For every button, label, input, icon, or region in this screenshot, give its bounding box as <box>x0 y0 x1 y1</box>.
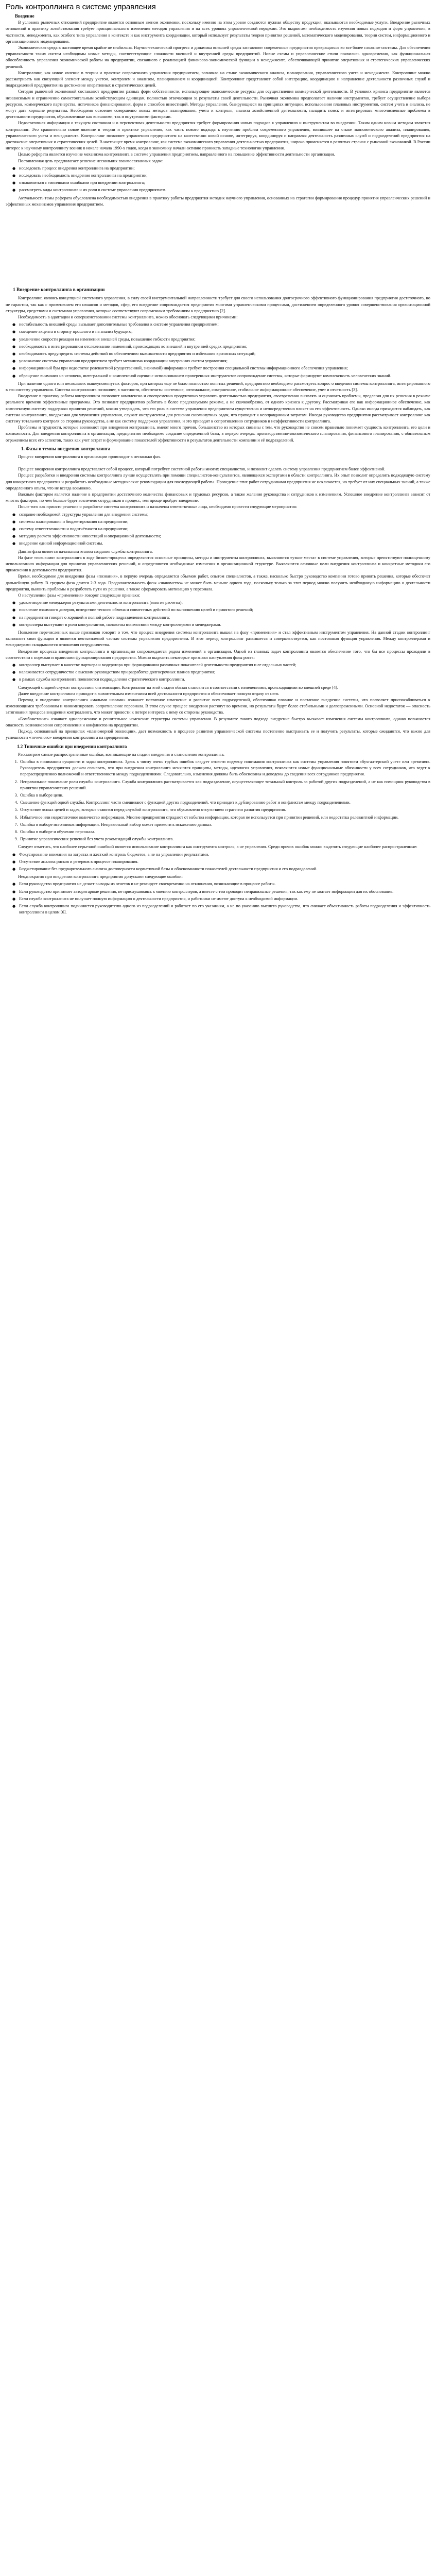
list-item: ● ознакомиться с типичными ошибками при внедрении контроллинга; <box>19 180 430 186</box>
growth-signs-list <box>6 662 430 683</box>
body-paragraph: Время, необходимое для внедрения фазы «познания», в первую очередь определяется объемом работ, опытом специалистов, а также, насколько быстро руководство компании готово принять решения, которые обеспечат дальнейшую работу. В среднем фаза длится 2-3 года. Продолжительность фазы «знакомство» не может быть меньше одного года, поскольку только за этот период можно получить необходимую информацию о деятельности предприятия, выявить проблемы и разработать пути их решения, а также сформировать мотивацию у персонала. <box>6 574 430 591</box>
bullet-icon: ● <box>12 882 16 887</box>
tasks-list <box>6 165 430 194</box>
list-item: 7. Ошибка в выборе источников информации. Неправильный выбор может привести к искажению данных. <box>19 822 430 828</box>
list-item: ● удовлетворение менеджеров результатами деятельности контроллинга (многие расчеты); <box>19 600 430 606</box>
body-paragraph: При наличии одного или нескольких вышеупомянутых факторов, при которых еще не было полностью понятых решений, предприятию необходимо рассмотреть вопрос о введении системы контроллинга, интегрированного в его систему управления. Система контроллинга позволяет, в частности, обеспечить: системное, оптимальное, совершенное, стабильное информационное обеспечение, учет и отчетность [3]. <box>6 381 430 392</box>
body-paragraph: Данная фаза является начальным этапом создания службы контроллинга. <box>18 549 153 554</box>
body-paragraph: Подход, основанный на принципах «планомерной эволюции», дает возможность в процессе развития управленческой системы постепенно выстраивать ее и получить результаты, которые ожидаются, что важно для успешности «точечного» внедрения контроллинга на предприятии. <box>6 729 430 740</box>
list-item: 8. Ошибка в выборе и обучении персонала. <box>19 829 430 835</box>
bullet-icon: ● <box>12 359 16 364</box>
list-item: ● системы планирования и бюджетирования на предприятии; <box>19 519 430 525</box>
body-paragraph: Появление перечисленных выше признаков говорит о том, что процесс внедрения системы контроллинга вышел на фазу «применения» и стал эффективным инструментом управления. На данной стадии контроллинг выполняет свои функции и является неотъемлемой частью системы управления предприятием. В этот период контроллинг развивается и совершенствуется, как постоянная функция управления. Между контроллерами и менеджерами складываются отношения сотрудничества. <box>6 630 430 648</box>
list-item: ● на предприятии говорят о хорошей и полной работе подразделения контроллинга; <box>19 615 430 621</box>
list-item: 1. Ошибка в понимании сущности и задач контроллинга. Здесь к числу очень грубых ошибок следует отнести подмену понимания контроллинга как системы управления понятием «бухгалтерский учет» или «ревизия». Руководитель предприятия должен сознавать, что при внедрении контроллинга меняются принципы, методы, идеология управления, появляются новые функциональные обязанности у всех сотрудников, что ведет к перераспределению полномочий и ответственности между подразделениями. Следовательно, изменения должны быть обоснованы и доведены до сведения всех сотрудников предприятия. <box>19 759 430 778</box>
steps-list <box>6 512 430 547</box>
body-paragraph: Внедрение в практику работы контроллинга позволяет комплексно и своевременно продуктивно управлять деятельностью предприятия, своевременно выявлять и оценивать проблемы, предлагая для их решения в режиме реального времени эффективные программы. Это позволит предприятию работать в более предсказуемом режиме, а не скачкообразно, от одного кризиса к другому. Рассматривая его как информационное обеспечение, как комплексную систему поддержки принятия решений, можно утверждать, что его роль в системе управления предприятием существенна и непосредственно влияет на его эффективность. Однако иногда приходится наблюдать, как система контроллинга, внедряемая для улучшения управления, служит инструментом для решения сиюминутных задач, что приводит к неоправданным затратам. Иногда руководство предприятия рассматривает контроллинг как систему тотального контроля со стороны руководства, а не как систему поддержки управления, и это приводит к сопротивлению сотрудников и неэффективности контроллинга. <box>6 394 430 423</box>
list-item: 9. Принятие управленческих решений без учета рекомендаций службы контроллинга. <box>19 836 430 842</box>
subsection-1-1-title: 1. Фазы и темпы внедрения контроллинга <box>21 446 111 451</box>
list-item: ● Отсутствие анализа рисков и резервов в процессе планирования. <box>19 859 430 865</box>
bullet-icon: ● <box>12 366 16 371</box>
bullet-icon: ● <box>12 337 16 342</box>
intro-paragraph: Поставленная цель предполагает решение нескольких взаимосвязанных задач: <box>18 158 163 163</box>
body-paragraph: Проблемы и трудности, которые возникают при внедрении контроллинга, имеют много причин, большинство из которых связаны с тем, что руководство не совсем правильно понимает сущность контроллинга, его цели и возможности. Для внедрения контроллинга в организации, предприятию необходимо создание определенной базы, в первую очередь: производственно-экономического планирования, финансового планирования, с обязательным отражением всех его аспектов, таких как учет затрат и формирование показателей эффективности и результатов деятельности компании и её подразделений. <box>6 425 430 443</box>
document-page <box>0 0 436 916</box>
errors-list <box>6 759 430 842</box>
chapter-1-title: 1 Внедрение контроллинга в организации <box>13 287 105 293</box>
body-paragraph: На фазе «познания» контроллинга в ходе бизнес-процесса определяются основные принципы, методы и инструменты контроллинга, выявляются «узкие места» в системе управления, которые препятствуют полноценному использованию информации для принятия управленческих решений, и определяются необходимые изменения в организационной структуре. Выявляются основные цели внедрения контроллинга и конкретные методики его применения в деятельности предприятия. <box>6 555 430 573</box>
list-item: ● нестабильность внешней среды вызывает дополнительные требования к системе управления предприятием; <box>19 321 430 328</box>
body-paragraph: Следует отметить, что наиболее серьезной ошибкой является использование контроллинга как инструмента контроля, а не управления. Среди прочих ошибок можно выделить следующие наиболее распространенные: <box>18 844 417 850</box>
list-item: ● в рамках службы контроллинга появляются подразделения стратегического контроллинга. <box>19 676 430 683</box>
bullet-icon: ● <box>12 344 16 349</box>
body-paragraph: О наступлении фазы «применения» говорят следующие признаки: <box>18 593 141 598</box>
list-item: ● Бюджетирование без предварительного анализа достоверности нормативной базы и обоснованности показателей деятельности предприятия и его подразделений. <box>19 866 430 872</box>
blank-space <box>6 208 430 285</box>
bullet-icon: ● <box>12 174 16 178</box>
body-paragraph: Далее внедрение контроллинга приводит к значительным изменениям всей деятельности предприятия и обеспечивает полную отдачу от него. <box>18 691 280 696</box>
intro-paragraph: В условиях рыночных отношений предприятие является основным звеном экономики, поскольку именно на этом уровне создаются нужная обществу продукция, оказываются необходимые услуги. Внедрение рыночных отношений в практику хозяйствования требует принципиального изменения методов управления и на всех уровнях управленческой иерархии. Это выдвигает необходимость изучения новых подходов и форм управления, в частности, менеджмента, как особого типа управления в контексте и как инструмента координации, который использует результаты теории принятия решений, математического моделирования, теории систем, информационного и организационного моделирования. <box>6 20 430 44</box>
list-item: ● усложнение системы управления предприятием требует механизма координации внутренних систем управления; <box>19 358 430 364</box>
intro-paragraph: Актуальность темы реферата обусловлена необходимостью внедрения в практику работы предприятия методик научного управления, основанных на стратегии формирования процедур принятия управленческих решений и эффективных механизмов управления предприятием. <box>6 195 430 207</box>
list-item: ● смещение акцента в сторону прошлого и на анализ будущего; <box>19 329 430 335</box>
bullet-icon: ● <box>12 323 16 327</box>
bullet-icon: ● <box>12 622 16 627</box>
list-item: ● появление взаимного доверия, вследствие тесного обмена и совместных действий по выполнению целей и принятию решений; <box>19 607 430 613</box>
bullet-icon: ● <box>12 670 16 675</box>
body-paragraph: Неоднократно при внедрении контроллинга предприятия допускают следующие ошибки: <box>18 874 183 879</box>
bullet-icon: ● <box>12 188 16 193</box>
bullet-icon: ● <box>12 889 16 894</box>
intro-paragraph: Сегодня рыночной экономикой составляют предприятия разных форм собственности, использующие экономические ресурсы для осуществления коммерческой деятельности. В условиях кризиса предприятие является независимым и ограниченно самостоятельным хозяйствующим единицам, полностью отвечающим за результаты своей деятельности. Рыночная экономика предполагает наличие инструментов, требует осуществление выбора ресурсов, коммерческого партнерства, источников финансирования, форм и способов инвестиций. Методы управления, базирующиеся на принципах интуиции, использования плановых инструментов, систем учета и анализа, не могут дать хорошие результаты. Необходимо освоение совершенно новых методов планирования, учета и контроля, анализа хозяйственной деятельности, наладить поиск и интегрировать многочисленные проблемы в деятельности предприятия, обусловленные как внешними, так и внутренними факторами. <box>6 89 430 120</box>
list-item: ● информационный бум при недостатке релевантной (существенной, значимой) информации требует построения специальной системы информационного обеспечения управления; <box>19 365 430 371</box>
subsection-1-1 <box>6 454 430 741</box>
bullet-icon: ● <box>12 601 16 605</box>
more-errors-list <box>6 852 430 873</box>
list-item: ● обращение внимания на человека, интегральной и комплексной оценки с использованием проверенных инструментов сопровождение системы, которые формируют комплексность человеческих знаний. <box>19 373 430 379</box>
final-errors-list <box>6 881 430 916</box>
bullet-icon: ● <box>12 608 16 613</box>
list-item: ● систему ответственности и подотчётности на предприятии; <box>19 526 430 532</box>
bullet-icon: ● <box>12 852 16 857</box>
list-item: ● Если руководство принимает авторитарные решения, не прислушиваясь к мнению контроллеров, а вместе с тем проводит неправильные решения, так как ему не хватает информации для их обоснования. <box>19 889 430 895</box>
body-paragraph: «Бомбометание» означает одновременное и решительное изменение структуры системы управления. В результате такого подхода внедрение быстро вызывает изменения системы контроллинга, однако повышается опасность возникновения сопротивления и конфликтов на предприятии. <box>6 716 430 727</box>
body-paragraph: Внедрение процесса внедрения контроллинга в организацию сопровождается рядом изменений в организации. Одной из главных задач контроллинга является обеспечение того, что бы все процессы проходили в соответствии с нормами и правилами функционирования предприятия. Можно выделить некоторые признаки наступления фазы роста: <box>6 649 430 660</box>
bullet-icon: ● <box>12 181 16 185</box>
list-item: ● создание необходимой структуры управления для внедрения системы; <box>19 512 430 518</box>
bullet-icon: ● <box>12 519 16 524</box>
list-item: ● исследовать процесс внедрения контроллинга на предприятии; <box>19 165 430 172</box>
body-paragraph: Процесс внедрения контроллинга в организации происходит в несколько фаз. <box>18 454 161 459</box>
intro-paragraph: Целью реферата является изучение механизма контроллинга в системе управления предприятием, направленного на повышение эффективности деятельности организации. <box>18 152 335 157</box>
reasons-list <box>6 321 430 379</box>
list-item: ● внедрение единой информационной системы. <box>19 540 430 547</box>
body-paragraph: Процесс внедрения контроллинга представляет собой процесс, который потребует системной работы многих специалистов, и позволит сделать систему управления предприятием более эффективной. <box>18 467 386 472</box>
list-item: 5. Отсутствие ясных целей и задач, которые ставятся перед службой контроллинга, что обусловлено отсутствием стратегии развития предприятия. <box>19 807 430 813</box>
list-item: 3. Ошибка в выборе цели. <box>19 792 430 799</box>
body-paragraph: Процесс разработки и внедрения системы контроллинга лучше осуществлять при помощи специалистов-консультантов, являющихся экспертами в области контроллинга. Их опыт позволит определить подходящую систему для конкретного предприятия и разработать необходимые методические рекомендации для последующей работы. Проведение этих работ сотрудниками предприятия не исключается, но требует от них специальных знаний, а также определенного опыта, что не всегда возможно. <box>6 473 430 490</box>
body-paragraph: Важным фактором является наличие в предприятии достаточного количества финансовых и трудовых ресурсов, а также желания руководства и сотрудников к изменениям. Успешное внедрение контроллинга зависит от многих факторов, но чем больше будет вовлечено сотрудников в процесс, тем проще пройдет внедрение. <box>6 492 430 503</box>
bullet-icon: ● <box>12 166 16 171</box>
intro-heading: Введение <box>15 13 34 19</box>
bullet-icon: ● <box>12 534 16 539</box>
intro-section <box>6 20 430 208</box>
subsection-1-2-title: 1.2 Типичные ошибки при внедрении контроллинга <box>17 743 127 749</box>
bullet-icon: ● <box>12 541 16 546</box>
list-item: 6. Избыточное или недостаточное количество информации. Многие предприятия страдают от избытка информации, которая не используется при принятии решений, или недостатка релевантной информации. <box>19 815 430 821</box>
intro-paragraph: Контроллинг, как новое явление в теории и практике современного управления предприятием, возникло на стыке экономического анализа, планирования, управленческого учета и менеджмента. Контроллинг можно рассматривать как связующий элемент между учетом, контролем и анализом, планированием и координацией. Контроллинг представляет собой интеграцию, координацию и направление деятельности различных служб и подразделений предприятия на достижение оперативных и стратегических целей. <box>6 70 430 88</box>
bullet-icon: ● <box>12 351 16 356</box>
list-item: ● налаживается сотрудничество с высшим руководством при разработке долгосрочных планов предприятия; <box>19 669 430 675</box>
bullet-icon: ● <box>12 904 16 908</box>
body-paragraph: Переход к внедрению контроллинга «малыми шагами» означает поэтапное изменение и развитие всех подразделений, обеспечивая плавное и поэтапное внедрение системы, что позволяет приспосабливаться к изменяющимся требованиям и минимизировать сопротивление персонала. В этом случае процесс внедрения растянут во времени, но результаты будут более стабильными и долговременными. Основной недостаток — опасность затягивания процесса внедрения контроллинга, что может привести к потере интереса к нему со стороны руководства. <box>6 698 430 715</box>
list-item: ● Если руководство предприятия не делает выводы из отчетов и не реагирует своевременно на отклонения, возникающие в процессе работы. <box>19 881 430 887</box>
bullet-icon: ● <box>12 663 16 668</box>
bullet-icon: ● <box>12 677 16 682</box>
list-item: ● контроллер выступает в качестве партнера и модератора при формировании различных показателей деятельности предприятия и ее отдельных частей; <box>19 662 430 668</box>
body-paragraph: Контроллинг, являясь концепцией системного управления, в силу своей инструментальной направленности требует для своего использования долгосрочного эффективного функционирования предприятия достаточного, но не гарантии, так как с применением его нюансов и методов, сфер, его внедрение сопровождается предприятия многими управленческими процессами, достижением определенного уровня совершенствования организационной структуры, средствами и системами управления, которые соответствуют современным требованиям к предприятию [2]. <box>6 296 430 313</box>
blank-space <box>6 460 430 466</box>
body-paragraph: Следующей стадией служит контроллинг оптимизации. Контроллинг на этой стадии обязан становится в соответствии с изменениями, происходящими во внешней среде [4]. <box>18 685 338 690</box>
subsection-1-2 <box>6 752 430 916</box>
list-item: ● исследовать необходимость внедрения контроллинга на предприятии; <box>19 173 430 179</box>
bullet-icon: ● <box>12 615 16 620</box>
list-item: ● Если служба контроллинга не получает полную информацию о деятельности предприятия, и работники не имеют доступа к необходимой информации. <box>19 896 430 902</box>
list-item: 4. Смешение функций одной службы. Контроллинг часто смешивают с функцией других подразделений, что приводит к дублированию работ и конфликтам между подразделениями. <box>19 800 430 806</box>
list-item: ● необходимость предупредить системы действий по обеспечению выживаемости предприятия и избежания кризисных ситуаций; <box>19 351 430 357</box>
body-paragraph: Рассмотрим самые распространенные ошибки, возникающие на стадии внедрения и становления контроллинга. <box>18 752 225 757</box>
body-paragraph: После того как принято решение о разработке системы контроллинга и назначены ответственные лица, необходимо провести следующие мероприятия: <box>18 504 298 510</box>
bullet-icon: ● <box>12 330 16 334</box>
list-item: ● необходимость в интегрированном отслеживании изменений, происходящих во внешней и внутренней средах предприятия; <box>19 344 430 350</box>
bullet-icon: ● <box>12 859 16 864</box>
document-title: Роль контроллинга в системе управления <box>6 3 156 11</box>
bullet-icon: ● <box>12 867 16 871</box>
list-item: ● Фокусирование внимания на затратах и жесткий контроль бюджетов, а не на управлении результатами. <box>19 852 430 858</box>
list-item: 2. Неправильное понимание роли службы контроллинга. Служба контроллинга рассматривается как подразделение, осуществляющее тотальный контроль за работой других подразделений, а не как помощник руководства в принятии управленческих решений. <box>19 779 430 791</box>
bullet-icon: ● <box>12 512 16 517</box>
bullet-icon: ● <box>12 374 16 378</box>
bullet-icon: ● <box>12 896 16 901</box>
chapter-1-section <box>6 295 430 443</box>
list-item: ● рассмотреть виды контроллинга и их роли в системе управления предприятием. <box>19 187 430 193</box>
list-item: ● увеличение скорости реакции на изменения внешней среды, повышение гибкости предприятия; <box>19 336 430 343</box>
body-paragraph: Необходимость в адаптации и совершенствовании системы контроллинга, можно обосновать следующими причинами: <box>18 314 238 319</box>
list-item: ● Если служба контроллинга подчиняется руководителю одного из подразделений и работает по его указаниям, а не по указанию высшего руководства, что снижает объективность работы подразделения и эффективность контроллинга в целом [6]. <box>12 903 430 915</box>
list-item: ● методику расчета эффективности инвестиций и операционной деятельности; <box>19 533 430 539</box>
signs-list <box>6 600 430 628</box>
list-item: ● контроллеры выступают в роли консультантов, налажены взаимосвязи между контроллерами и менеджерами. <box>19 622 430 628</box>
intro-paragraph: Экономическая среда в настоящее время крайне не стабильна. Научно-технический прогресс и динамика внешней среды заставляют современные предприятия превращаться во все более сложные системы. Для обеспечения управляемости таких систем необходимы новые методы, соответствующие сложности внешней и внутренней среды предприятий. Новые схемы и управленческие стили появились одновременно, как функциональная обособленность управления экономической работы на предприятии, связанного с реализацией финансово-экономической функции в менеджменте, обеспечивающей принятие оперативных и стратегических управленческих решений. <box>6 45 430 69</box>
bullet-icon: ● <box>12 527 16 531</box>
intro-paragraph: Недостаточная информация о текущем состоянии и о перспективах деятельности предприятия требует формирования новых подходов к управлению и инструментам во внедрении. Таким одним новым методом является контроллинг. Это сравнительно новое явление в теории и практике управления, как часть нового подхода к изучению проблем современного управления, возникшее на стыке экономического анализа, планирования, управленческого учета и менеджмента. Контроллинг позволяет управлению предприятием на качественно новой основе, интегрируя, координируя и направляя деятельность различных служб и подразделений предприятия на достижение оперативных и стратегических целей. В настоящее время контроллинг, как система экономического управления деятельностью предприятия, широко применяется в развитых странах с рыночной экономикой. В России интерес к научному контроллингу возник в начале начала 1990-х годов, когда в экономику начали активно проникать западные технологии управления. <box>6 121 430 151</box>
